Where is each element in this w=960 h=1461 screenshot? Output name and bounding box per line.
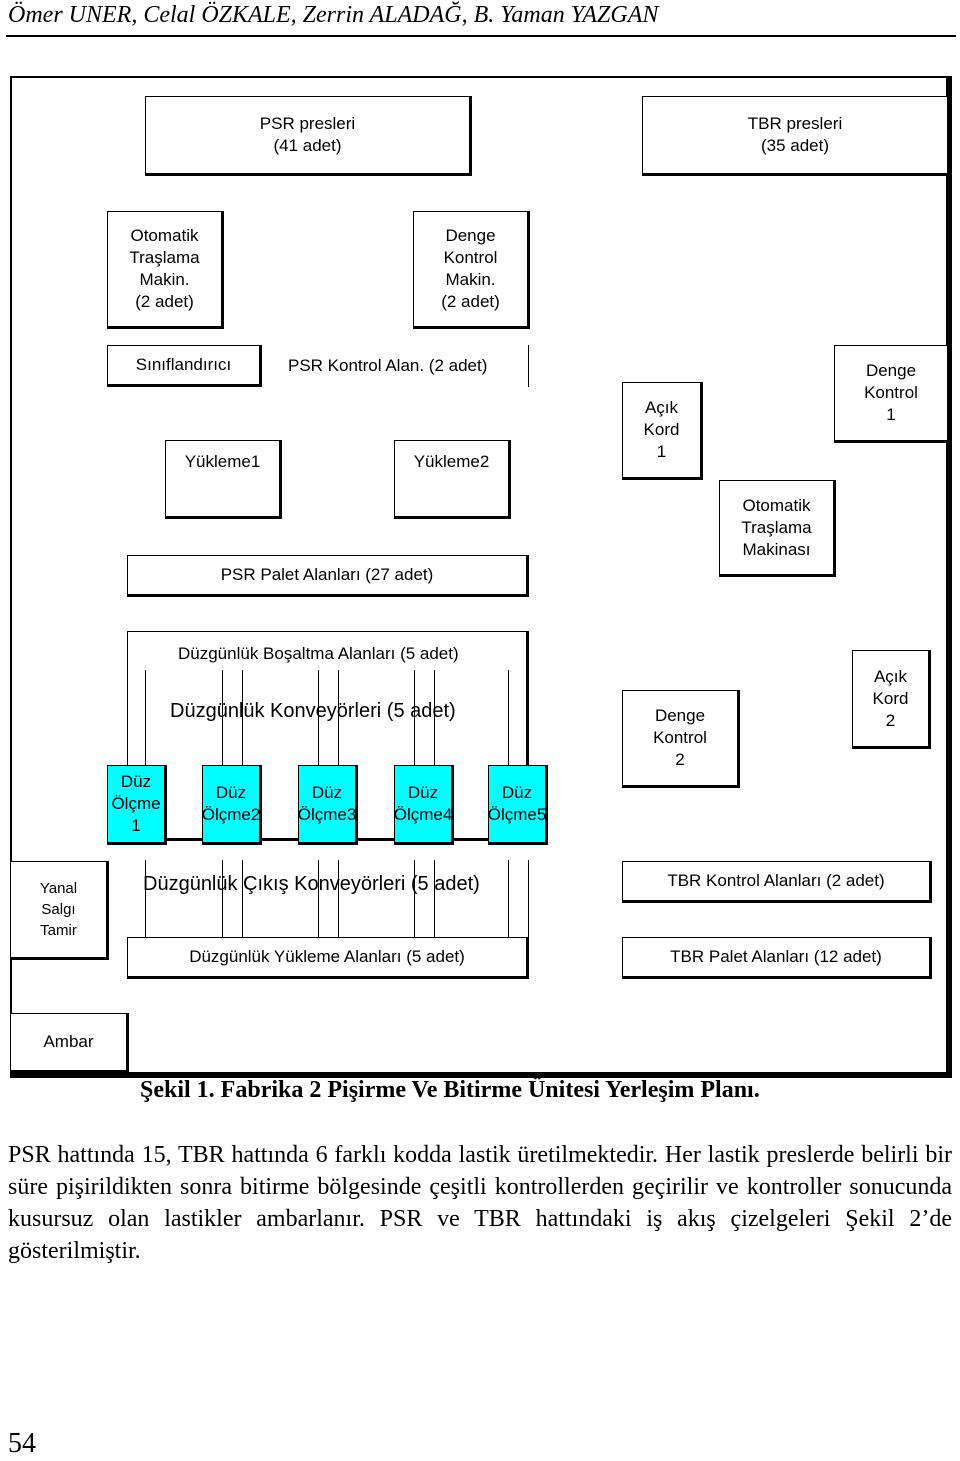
body-paragraph: PSR hattında 15, TBR hattında 6 farklı kodda lastik üretilmektedir. Her lastik preslerde belirli bir süre pişirildikten sonra bitirme bölgesinde çeşitli kontrollerden geçirilir ve kontroller sonucunda kusursuz olan lastikler ambarlanır. PSR ve TBR hattındaki iş akış çizelgeleri Şekil 2’de gösterilmiştir. — [8, 1142, 952, 1264]
page-number: 54 — [8, 1428, 36, 1459]
conveyor-line-1 — [145, 670, 146, 765]
exit-conveyor-line-4a — [414, 860, 415, 938]
uniformity-conveyors-label: Düzgünlük Konveyörleri (5 adet) — [170, 700, 456, 722]
exit-conveyor-line-3a — [318, 860, 319, 938]
exit-conveyor-line-3b — [338, 860, 339, 938]
exit-conveyor-line-5b — [528, 860, 529, 938]
auto-trimming-machine-box: Otomatik Traşlama Makinası — [719, 480, 836, 577]
open-cord2-box: Açık Kord 2 — [852, 650, 931, 749]
uniformity-unloading-label: Düzgünlük Boşaltma Alanları (5 adet) — [178, 644, 459, 663]
conveyor-line-5a — [508, 670, 509, 765]
open-cord1-box: Açık Kord 1 — [622, 382, 703, 480]
figure-caption: Şekil 1. Fabrika 2 Pişirme Ve Bitirme Ünitesi Yerleşim Planı. — [140, 1077, 760, 1103]
auto-trimming-machines-box: Otomatik Traşlama Makin. (2 adet) — [107, 211, 224, 329]
tbr-control-areas-box: TBR Kontrol Alanları (2 adet) — [622, 861, 932, 903]
balance-control1-box: Denge Kontrol 1 — [834, 345, 950, 443]
warehouse-box: Ambar — [10, 1013, 129, 1073]
uniformity-measure-5: Düz Ölçme5 — [488, 765, 548, 845]
conveyor-line-3b — [338, 670, 339, 765]
balance-control-machines-box: Denge Kontrol Makin. (2 adet) — [413, 211, 530, 329]
uniformity-exit-conveyors-label: Düzgünlük Çıkış Konveyörleri (5 adet) — [143, 873, 480, 895]
uniformity-measure-1: Düz Ölçme 1 — [107, 765, 167, 845]
running-header: Ömer UNER, Celal ÖZKALE, Zerrin ALADAĞ, B. Yaman YAZGAN — [8, 2, 659, 28]
psr-control-area-label: PSR Kontrol Alan. (2 adet) — [288, 356, 488, 375]
tbr-presses-box: TBR presleri (35 adet) — [642, 96, 950, 176]
exit-conveyor-line-5a — [508, 860, 509, 938]
side-leak-repair-box: Yanal Salgı Tamir — [10, 861, 109, 960]
conveyor-line-2b — [242, 670, 243, 765]
exit-conveyor-line-1 — [145, 860, 146, 938]
loading2-box: Yükleme2 — [394, 440, 511, 519]
header-rule — [6, 35, 956, 37]
uniformity-measure-3: Düz Ölçme3 — [298, 765, 358, 845]
exit-conveyor-line-4b — [434, 860, 435, 938]
psr-pallet-areas-box: PSR Palet Alanları (27 adet) — [127, 555, 529, 597]
conveyor-line-2a — [222, 670, 223, 765]
classifier-box: Sınıflandırıcı — [107, 345, 262, 387]
psr-presses-box: PSR presleri (41 adet) — [145, 96, 472, 176]
psr-control-area-edge — [259, 345, 262, 387]
conveyor-line-4b — [434, 670, 435, 765]
conveyor-line-5b — [528, 670, 529, 765]
uniformity-measure-2: Düz Ölçme2 — [202, 765, 262, 845]
balance-control2-box: Denge Kontrol 2 — [622, 690, 740, 788]
uniformity-loading-box: Düzgünlük Yükleme Alanları (5 adet) — [127, 937, 529, 979]
loading1-box: Yükleme1 — [165, 440, 282, 519]
conveyor-line-4a — [414, 670, 415, 765]
exit-conveyor-line-2b — [242, 860, 243, 938]
psr-control-area-line — [528, 345, 529, 387]
tbr-pallet-areas-box: TBR Palet Alanları (12 adet) — [622, 937, 932, 979]
exit-conveyor-line-2a — [222, 860, 223, 938]
conveyor-line-3a — [318, 670, 319, 765]
uniformity-measure-4: Düz Ölçme4 — [394, 765, 454, 845]
